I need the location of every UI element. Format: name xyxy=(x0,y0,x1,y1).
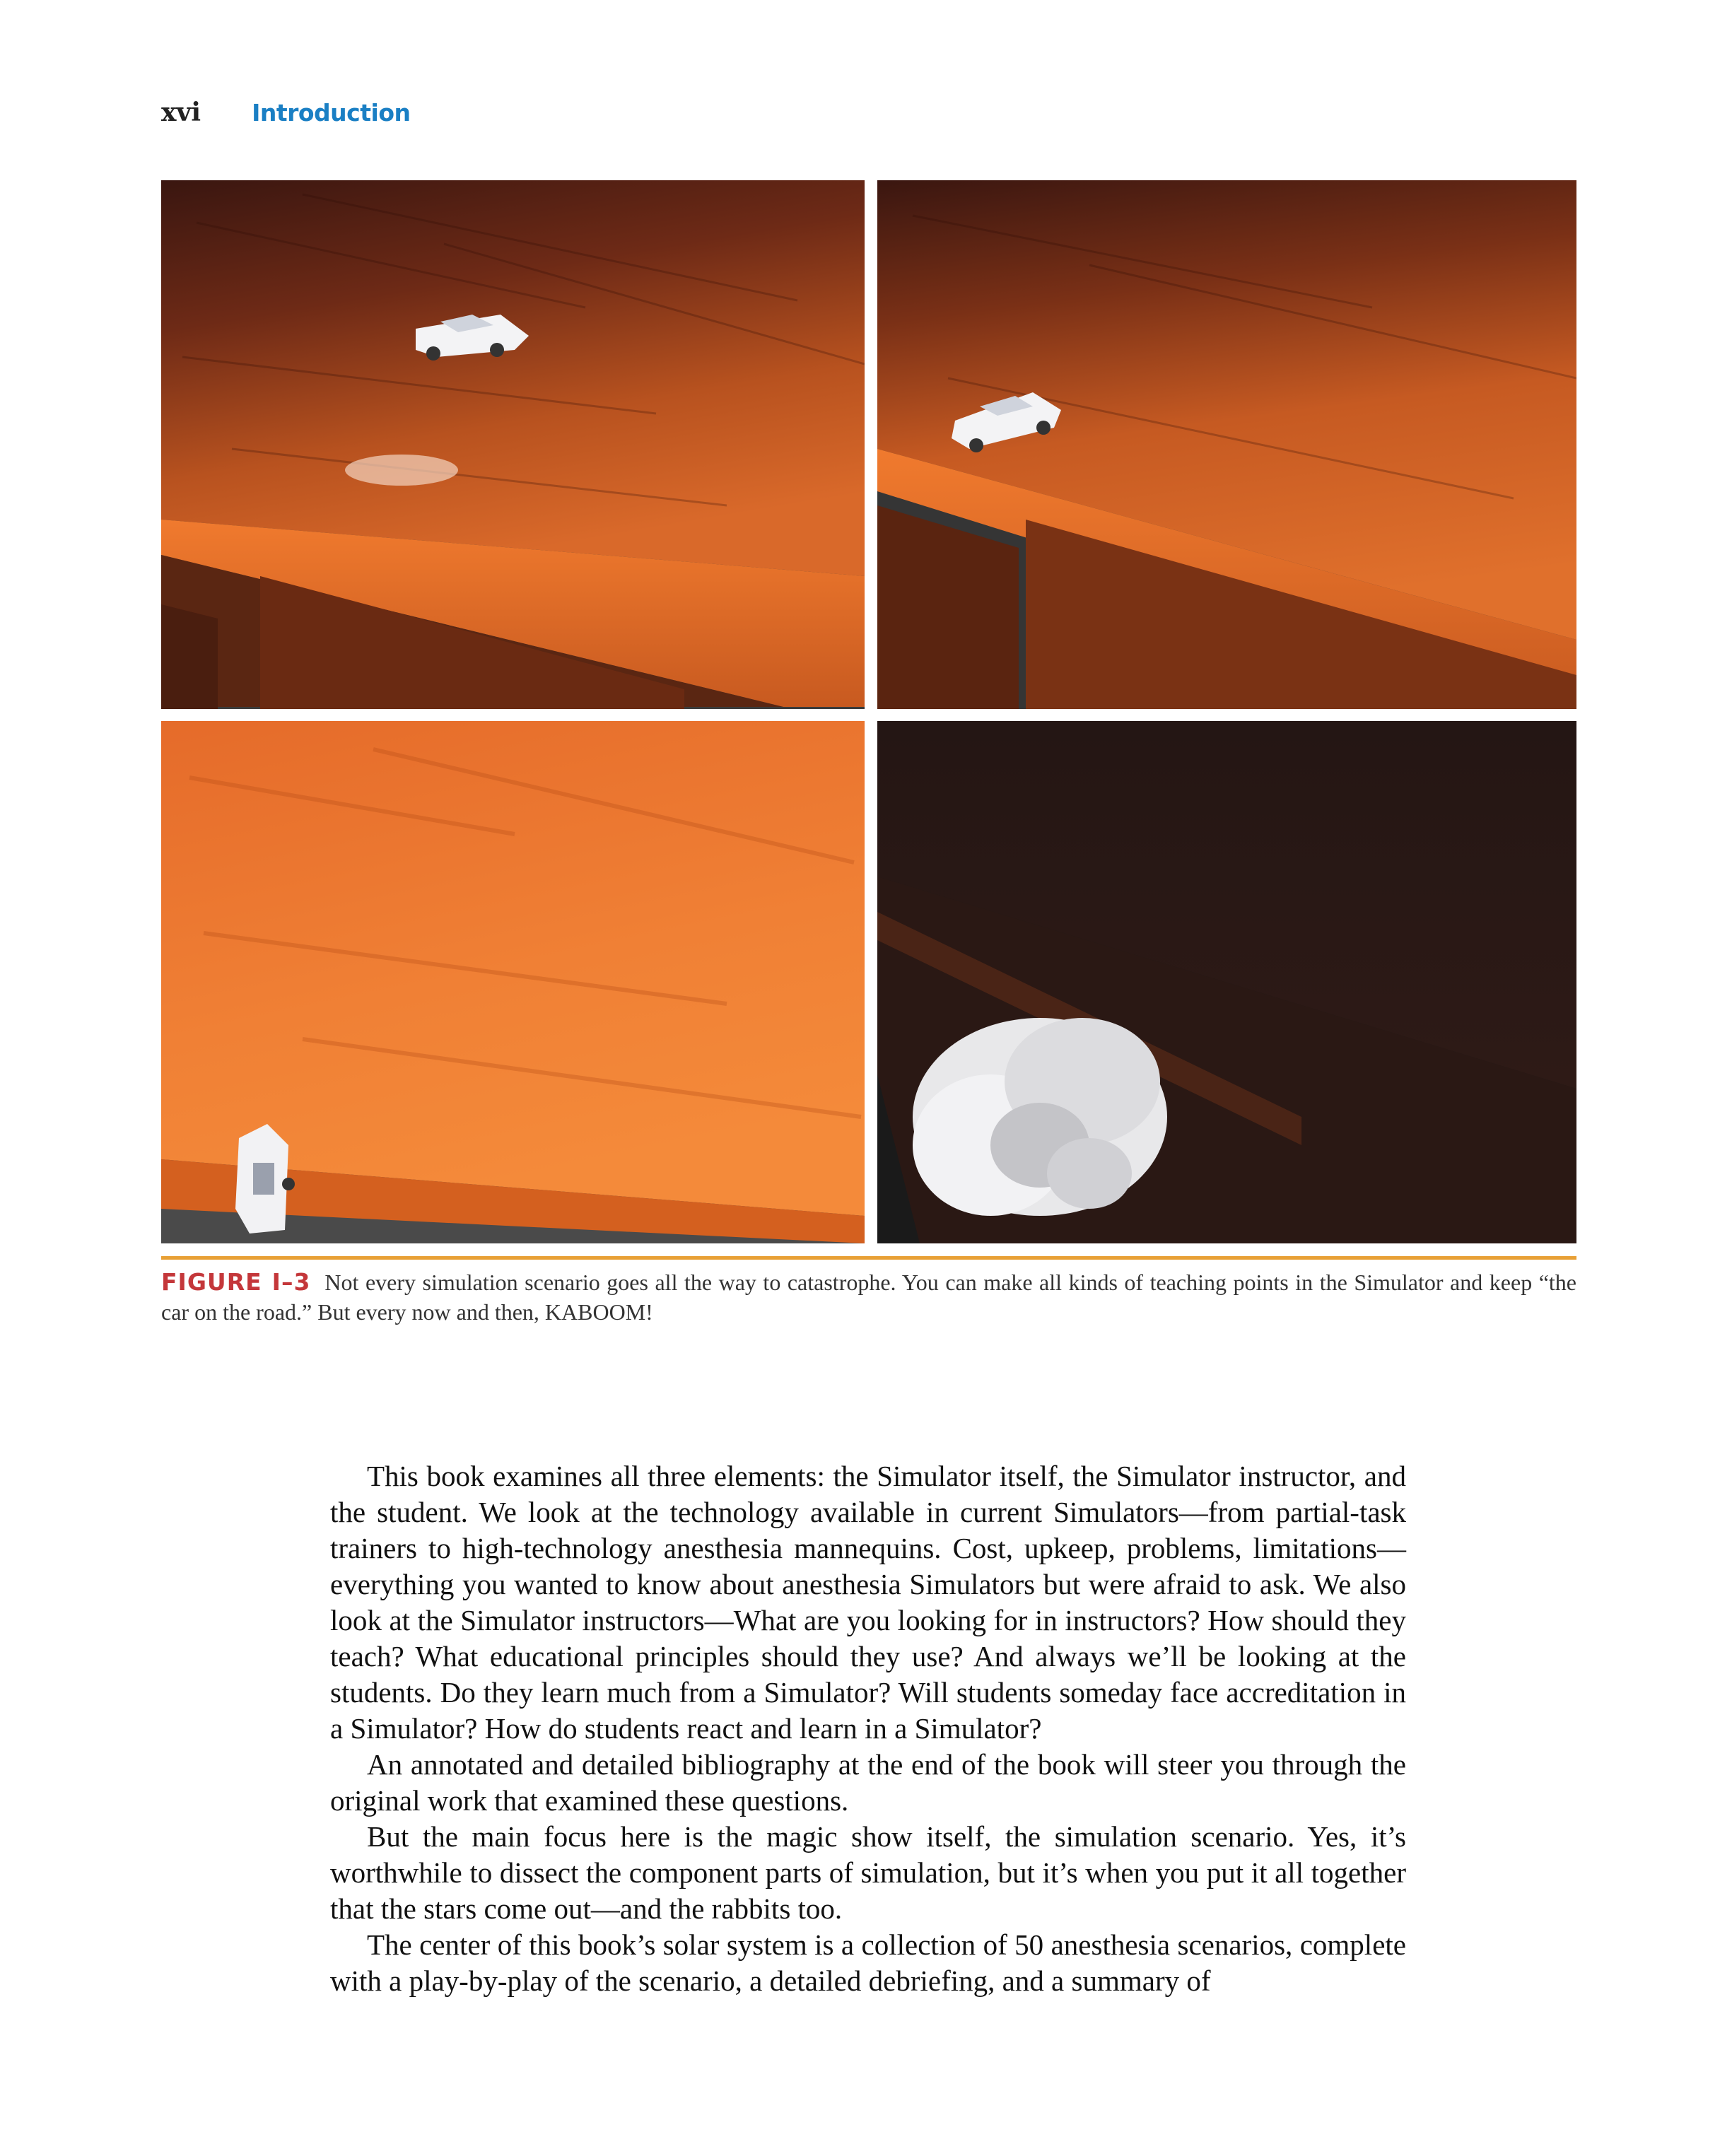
page-number: xvi xyxy=(161,98,201,127)
figure-divider-rule xyxy=(161,1256,1576,1260)
body-text xyxy=(330,1458,1406,1999)
paragraph: This book examines all three elements: the Simulator itself, the Simulator instructor, and the student. We look at the technology available in current Simulators—from partial-task trainers to high-technology anesthesia mannequins. Cost, upkeep, problems, limitations—everything you wanted to know about anesthesia Simulators but were afraid to ask. We also look at the Simulator instructors—What are you looking for in instructors? How should they teach? What educational principles should they use? And always we’ll be looking at the students. Do they learn much from a Simulator? Will students someday face accreditation in a Simulator? How do students react and learn in a Simulator? xyxy=(330,1460,1406,1745)
photo-kaboom xyxy=(877,721,1576,1243)
paragraph: But the main focus here is the magic show itself, the simulation scenario. Yes, it’s worthwhile to dissect the component parts of simulation, but it’s when you put it all together that the stars come out—and the rabbits too. xyxy=(330,1820,1406,1925)
gauze-explosion xyxy=(913,1018,1167,1216)
figure-image-grid xyxy=(161,180,1576,1243)
section-title: Introduction xyxy=(252,99,411,127)
photo-car-on-table xyxy=(161,180,865,709)
paragraph: An annotated and detailed bibliography at the end of the book will steer you through the original work that examined these questions. xyxy=(330,1748,1406,1817)
photo-car-at-edge xyxy=(877,180,1576,709)
running-header xyxy=(161,98,410,127)
photo-car-falling xyxy=(161,721,865,1243)
paragraph: The center of this book’s solar system is a collection of 50 anesthesia scenarios, complete with a play-by-play of the scenario, a detailed debriefing, and a summary of xyxy=(330,1928,1406,1997)
figure-caption xyxy=(161,1267,1576,1327)
figure-caption-text: Not every simulation scenario goes all the way to catastrophe. You can make all kinds of teaching points in the Simulator and keep “the car on the road.” But every now and then, KABOOM! xyxy=(161,1270,1577,1325)
figure-label: FIGURE I–3 xyxy=(161,1268,311,1296)
